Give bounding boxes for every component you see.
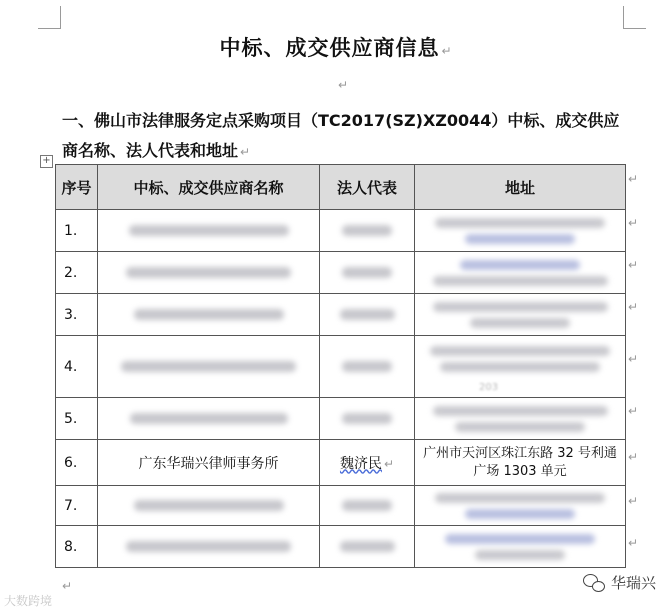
supplier-name: 广东华瑞兴律师事务所 <box>98 440 320 486</box>
wechat-icon <box>583 574 605 592</box>
end-of-row-mark-icon: ↵ <box>628 172 639 186</box>
paragraph-mark-icon: ↵ <box>62 579 73 593</box>
redacted-address <box>415 294 626 336</box>
row-number: 3. <box>56 294 98 336</box>
row-number: 7. <box>56 486 98 526</box>
row-number: 4. <box>56 336 98 398</box>
table-row <box>56 336 626 398</box>
page-corner-top-right <box>623 6 646 29</box>
watermark-left-text: 大数跨境 <box>4 594 53 608</box>
row-number: 6. <box>56 440 98 486</box>
redacted-supplier-name <box>98 252 320 294</box>
table-row <box>56 210 626 252</box>
paragraph-mark-icon: ↵ <box>338 78 349 92</box>
end-of-row-mark-icon: ↵ <box>628 216 639 230</box>
redacted-supplier-name <box>98 210 320 252</box>
redacted-supplier-name <box>98 398 320 440</box>
supplier-table <box>55 164 626 568</box>
redacted-legal-rep <box>320 210 415 252</box>
redacted-address <box>415 398 626 440</box>
table-header-row <box>56 165 626 210</box>
redacted-legal-rep <box>320 526 415 568</box>
header-legal-rep: 法人代表 <box>320 165 415 210</box>
row-number: 8. <box>56 526 98 568</box>
redacted-address <box>415 526 626 568</box>
document-title <box>0 32 672 62</box>
end-of-row-mark-icon: ↵ <box>628 404 639 418</box>
end-of-row-mark-icon: ↵ <box>628 450 639 464</box>
redacted-legal-rep <box>320 398 415 440</box>
header-no: 序号 <box>56 165 98 210</box>
redacted-supplier-name <box>98 336 320 398</box>
section-heading <box>62 106 632 167</box>
paragraph-mark-icon: ↵ <box>383 456 395 471</box>
redacted-supplier-name <box>98 294 320 336</box>
redacted-supplier-name <box>98 526 320 568</box>
redacted-address <box>415 336 626 398</box>
redacted-legal-rep <box>320 336 415 398</box>
watermark-left <box>4 592 52 609</box>
legal-rep <box>320 440 415 486</box>
page-corner-top-left <box>38 6 61 29</box>
paragraph-mark-icon: ↵ <box>240 145 251 159</box>
redacted-legal-rep <box>320 294 415 336</box>
table-row <box>56 398 626 440</box>
table-row <box>56 486 626 526</box>
redacted-address <box>415 210 626 252</box>
row-number: 2. <box>56 252 98 294</box>
table-row <box>56 294 626 336</box>
paragraph-mark-icon: ↵ <box>441 44 453 58</box>
redacted-address <box>415 252 626 294</box>
watermark-right <box>583 572 656 593</box>
redacted-address <box>415 486 626 526</box>
redacted-legal-rep <box>320 252 415 294</box>
watermark-right-text: 华瑞兴 <box>610 574 656 592</box>
table-move-handle-icon[interactable]: + <box>40 155 53 168</box>
table-row-highlighted <box>56 440 626 486</box>
table-row <box>56 526 626 568</box>
end-of-row-mark-icon: ↵ <box>628 352 639 366</box>
redacted-supplier-name <box>98 486 320 526</box>
header-supplier-name: 中标、成交供应商名称 <box>98 165 320 210</box>
end-of-row-mark-icon: ↵ <box>628 300 639 314</box>
table-row <box>56 252 626 294</box>
row-number: 1. <box>56 210 98 252</box>
end-of-row-mark-icon: ↵ <box>628 258 639 272</box>
document-title-text: 中标、成交供应商信息 <box>219 36 440 60</box>
header-address: 地址 <box>415 165 626 210</box>
legal-rep-name: 魏济民 <box>339 455 382 472</box>
redacted-legal-rep <box>320 486 415 526</box>
address-fragment: 203 <box>479 381 499 393</box>
end-of-row-mark-icon: ↵ <box>628 536 639 550</box>
address: 广州市天河区珠江东路 32 号利通广场 1303 单元 <box>415 440 626 486</box>
row-number: 5. <box>56 398 98 440</box>
end-of-row-mark-icon: ↵ <box>628 494 639 508</box>
section-heading-text: 一、佛山市法律服务定点采购项目（TC2017(SZ)XZ0044）中标、成交供应商名称、法人代表和地址 <box>62 111 620 160</box>
